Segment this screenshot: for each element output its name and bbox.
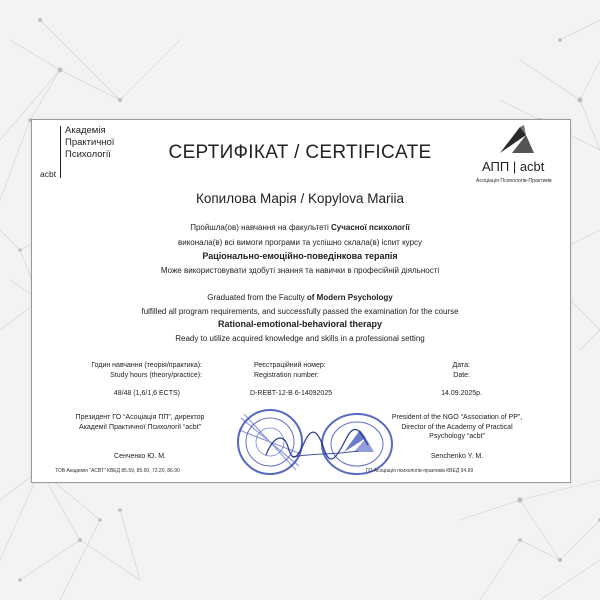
right-signatory-name: Senchenko Y. M. [430, 453, 484, 460]
en-course-name: Rational-emotional-behavioral therapy [217, 319, 383, 329]
handwritten-signature [262, 425, 372, 465]
registration-value: D-REBT-12-B 6-14092025 [250, 390, 333, 397]
association-logo-subtitle: Асоціація Психологів-Практиків [476, 178, 552, 184]
logo-acbt-text: acbt [40, 169, 57, 179]
study-hours-block: Годин навчання (теорія/практика): Study hours (theory/practice): 48/48 (1,6/1,6 ECTS) [78, 361, 202, 399]
footer-left-legal: ТОВ Академія "АСВТ" КВЕД 85.59, 85.60, 72.20, 86.90 [55, 468, 180, 474]
association-logo-name: АПП | acbt [482, 159, 545, 174]
association-logo [470, 123, 568, 193]
footer-right-legal: ГО Асоціація психологів-практиків КВЕД 94.99 [366, 468, 474, 474]
left-signatory-title: Президент ГО “Асоціація ПП”, директор Академії Практичної Психології “acbt” [75, 414, 205, 431]
registration-block: Реєстраційний номер: Registration number: D-REBT-12-B 6-14092025 [250, 362, 333, 397]
left-signatory-name: Сенченко Ю. М. [114, 453, 166, 460]
en-requirements-line: fulfilled all program requirements, and successfully passed the examination for the course [141, 307, 459, 316]
right-signatory-title: President of the NGO “Association of PP”, Director of the Academy of Practical Psychology “acbt” [391, 414, 523, 440]
ua-requirements-line: виконала(в) всі вимоги програми та успішно склала(в) іспит курсу [177, 238, 423, 247]
logo-divider [60, 126, 61, 178]
logo-academy-name: Академія Практичної Психології [65, 125, 115, 160]
en-faculty-line: Graduated from the Faculty of Modern Psychology [207, 293, 393, 302]
date-value: 14.09.2025р. [441, 390, 482, 397]
study-hours-value: 48/48 (1,6/1,6 ECTS) [113, 390, 180, 397]
ua-course-name: Раціонально-емоційно-поведінкова терапія [202, 251, 398, 261]
academy-logo [40, 123, 140, 185]
date-block: Дата: Date: 14.09.2025р. [426, 361, 470, 399]
ua-usage-line: Може використовувати здобуті знання та навички в професійній діяльності [160, 266, 440, 275]
ua-faculty-line: Пройшла(ов) навчання на факультеті Сучасної психології [190, 223, 410, 232]
mountain-logo-icon [498, 123, 536, 155]
certificate-title: СЕРТИФІКАТ / CERTIFICATE [168, 142, 432, 163]
en-usage-line: Ready to utilize acquired knowledge and skills in a professional setting [175, 334, 425, 343]
recipient-name: Копилова Марія / Kopylova Mariia [195, 191, 405, 206]
